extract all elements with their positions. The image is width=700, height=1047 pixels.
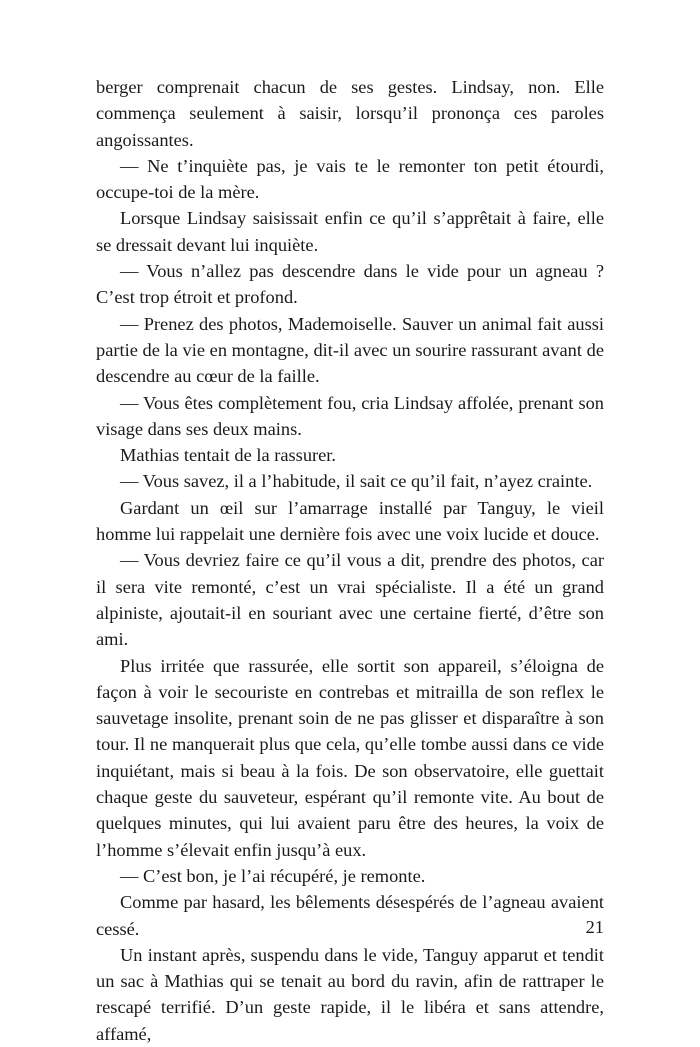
paragraph: Comme par hasard, les bêlements désespérés de l’agneau avaient cessé. (96, 892, 604, 939)
paragraph: Mathias tentait de la rassurer. (120, 445, 337, 466)
page-body-text (96, 74, 604, 1047)
paragraph: — Vous savez, il a l’habitude, il sait ce qu’il fait, n’ayez crainte. (120, 471, 593, 492)
paragraph: berger comprenait chacun de ses gestes. Lindsay, non. Elle commença seulement à saisir, lorsqu’il prononça ces paroles angoissantes. (96, 77, 604, 150)
paragraph: — Prenez des photos, Mademoiselle. Sauver un animal fait aussi partie de la vie en montagne, dit-il avec un sourire rassurant avant de descendre au cœur de la faille. (96, 313, 604, 387)
paragraph: — Vous n’allez pas descendre dans le vide pour un agneau ? C’est trop étroit et profond. (96, 261, 604, 308)
paragraph: Un instant après, suspendu dans le vide, Tanguy apparut et tendit un sac à Mathias qui se tenait au bord du ravin, afin de rattraper le rescapé terrifié. D’un geste rapide, il le libéra et sans attendre, affamé, (96, 944, 604, 1044)
paragraph: — Ne t’inquiète pas, je vais te le remonter ton petit étourdi, occupe-toi de la mère. (96, 155, 604, 203)
paragraph: Plus irritée que rassurée, elle sortit son appareil, s’éloigna de façon à voir le secouriste en contrebas et mitrailla de son reflex le sauvetage insolite, prenant soin de ne pas glisser et disparaître à son tour. Il ne manquerait plus que cela, qu’elle tombe aussi dans ce vide inquiétant, mais si beau à la fois. De son observatoire, elle guettait chaque geste du sauveteur, espérant qu’il remonte vite. Au bout de quelques minutes, qui lui avaient paru être des heures, la voix de l’homme s’élevait enfin jusqu’à eux. (96, 655, 604, 860)
paragraph: — Vous êtes complètement fou, cria Lindsay affolée, prenant son visage dans ses deux mains. (96, 392, 604, 439)
paragraph: Gardant un œil sur l’amarrage installé par Tanguy, le vieil homme lui rappelait une dernière fois avec une voix lucide et douce. (96, 497, 604, 545)
paragraph: Lorsque Lindsay saisissait enfin ce qu’il s’apprêtait à faire, elle se dressait devant lui inquiète. (96, 208, 604, 255)
paragraph: — Vous devriez faire ce qu’il vous a dit, prendre des photos, car il sera vite remonté, c’est un vrai spécialiste. Il a été un grand alpiniste, ajoutait-il en souriant avec une certaine fierté, d’être son ami. (96, 550, 604, 650)
paragraph: — C’est bon, je l’ai récupéré, je remonte. (120, 865, 426, 886)
page-number: 21 (585, 917, 604, 937)
